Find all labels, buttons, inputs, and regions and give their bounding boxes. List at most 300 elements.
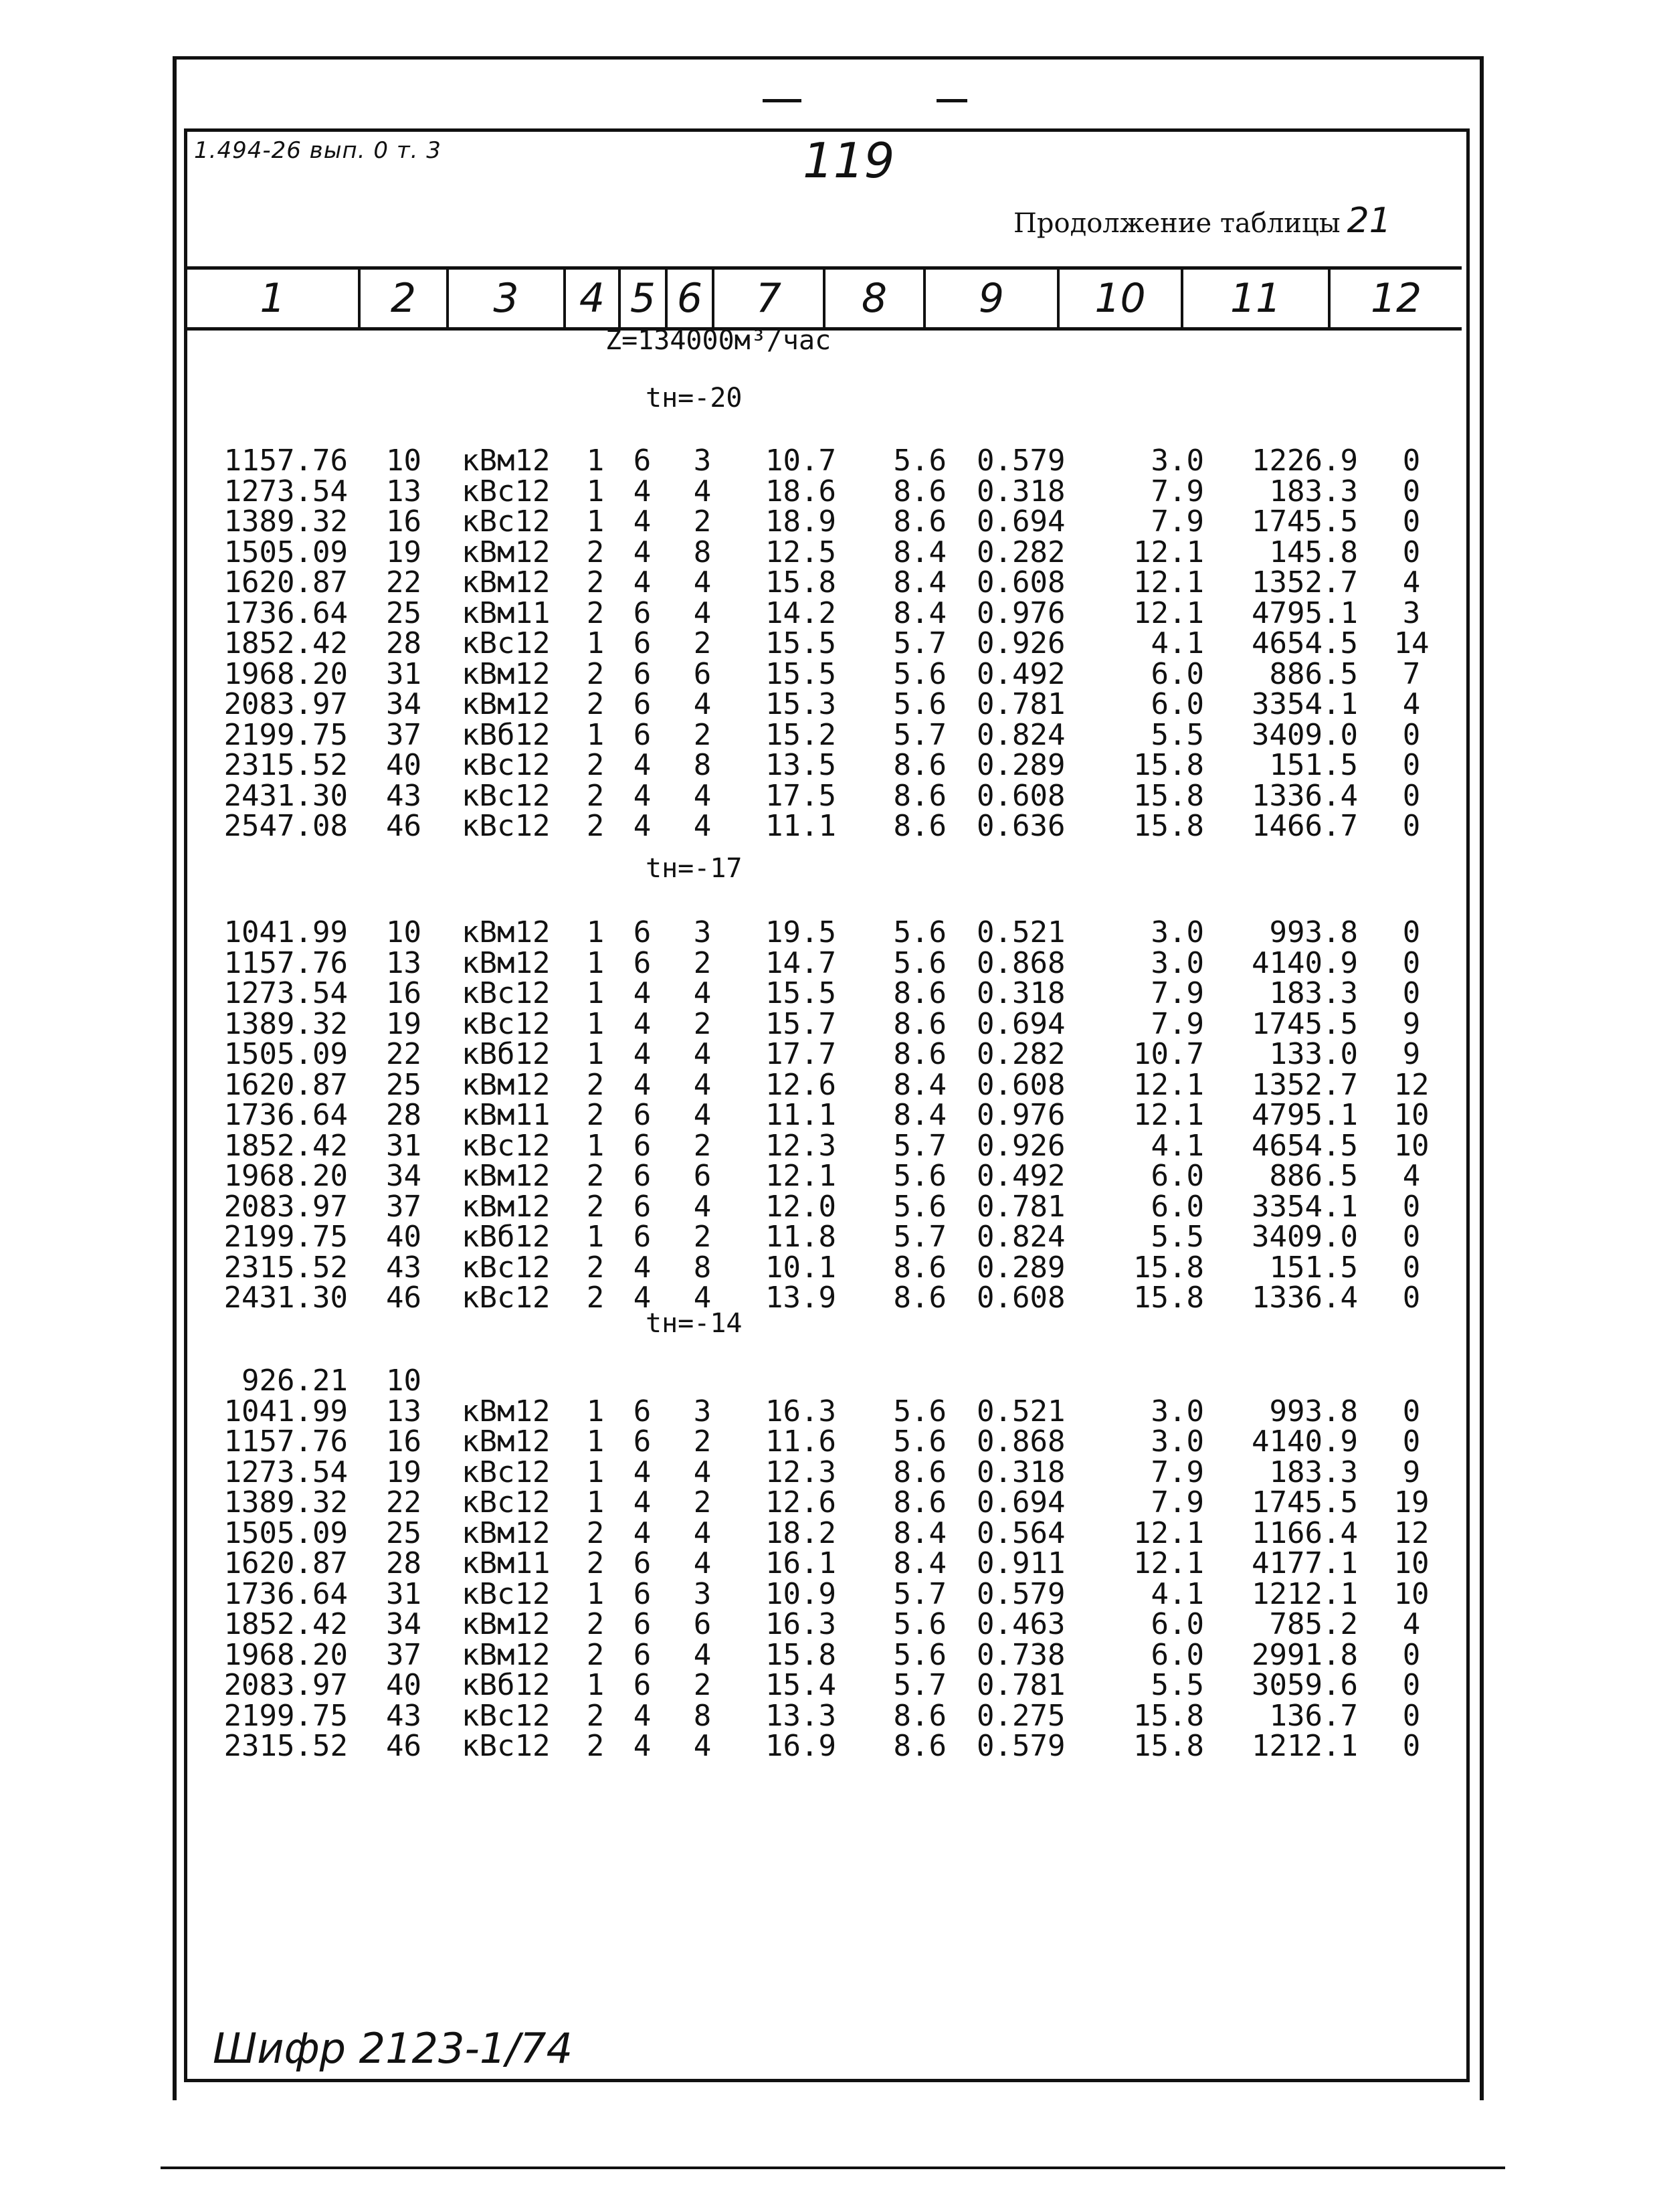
col-header-7: 7 (712, 270, 823, 327)
cell-col-9: 0.976 (977, 1098, 1066, 1132)
col-header-1: 1 (260, 275, 286, 322)
cell-col-4: 1 (586, 1394, 605, 1428)
cell-col-6: 4 (693, 1455, 712, 1489)
cell-col-2: 37 (386, 717, 421, 752)
cell-col-8: 5.6 (893, 945, 947, 980)
section-title: tн=-17 (646, 853, 743, 884)
cell-col-1: 1273.54 (223, 976, 348, 1010)
cell-col-11: 1226.9 (1252, 444, 1358, 478)
cell-col-3: кВм12 (462, 565, 551, 600)
cell-col-3: кВм12 (462, 1607, 551, 1641)
cell-col-7: 11.6 (765, 1424, 836, 1459)
table-row (0, 1578, 1659, 1610)
cell-col-11: 1745.5 (1252, 1485, 1358, 1519)
cell-col-3: кВс12 (462, 1128, 551, 1163)
cell-col-10: 15.8 (1133, 778, 1204, 813)
cell-col-6: 3 (693, 1394, 712, 1428)
cell-col-7: 12.5 (765, 535, 836, 569)
cell-col-5: 6 (633, 656, 652, 691)
cell-col-8: 5.6 (893, 656, 947, 691)
cell-col-9: 0.289 (977, 1250, 1066, 1285)
cell-col-8: 8.4 (893, 1546, 947, 1580)
cell-col-12: 12 (1393, 1515, 1430, 1550)
cell-col-1: 1852.42 (223, 1607, 348, 1641)
cell-col-7: 13.9 (765, 1281, 836, 1315)
table-continuation (1013, 201, 1391, 241)
cell-col-2: 28 (386, 626, 421, 660)
cell-col-11: 151.5 (1269, 1250, 1358, 1285)
cell-col-8: 8.6 (893, 1006, 947, 1041)
cell-col-11: 1212.1 (1252, 1576, 1358, 1611)
cell-col-12: 0 (1402, 504, 1421, 539)
cell-col-2: 46 (386, 1729, 421, 1763)
cell-col-4: 1 (586, 717, 605, 752)
cell-col-6: 2 (693, 1006, 712, 1041)
cell-col-6: 8 (693, 1698, 712, 1733)
cell-col-8: 8.6 (893, 976, 947, 1010)
cell-col-1: 1852.42 (223, 1128, 348, 1163)
cell-col-9: 0.492 (977, 656, 1066, 691)
cell-col-8: 5.7 (893, 1668, 947, 1702)
cell-col-10: 15.8 (1133, 809, 1204, 843)
cell-col-4: 2 (586, 1546, 605, 1580)
cell-col-12: 4 (1402, 565, 1421, 600)
cell-col-2: 34 (386, 1607, 421, 1641)
cell-col-2: 13 (386, 945, 421, 980)
cell-col-7: 17.5 (765, 778, 836, 813)
cell-col-3: кВм12 (462, 1424, 551, 1459)
cell-col-10: 7.9 (1151, 1006, 1204, 1041)
cell-col-7: 11.8 (765, 1220, 836, 1254)
cell-col-3: кВс12 (462, 1485, 551, 1519)
cell-col-1: 1968.20 (223, 1637, 348, 1672)
column-header-row (187, 266, 1462, 331)
cell-col-8: 8.6 (893, 1485, 947, 1519)
cell-col-8: 5.6 (893, 1637, 947, 1672)
cell-col-10: 6.0 (1151, 1637, 1204, 1672)
cell-col-7: 12.0 (765, 1189, 836, 1224)
cell-col-7: 12.6 (765, 1067, 836, 1102)
cell-col-6: 2 (693, 1424, 712, 1459)
cell-col-4: 2 (586, 1698, 605, 1733)
cell-col-12: 14 (1393, 626, 1430, 660)
cell-col-6: 4 (693, 1098, 712, 1132)
cell-col-12: 0 (1402, 1729, 1421, 1763)
cell-col-10: 15.8 (1133, 1281, 1204, 1315)
cell-col-10: 3.0 (1151, 1394, 1204, 1428)
col-header-5: 5 (618, 270, 665, 327)
cell-col-4: 2 (586, 1098, 605, 1132)
cell-col-7: 11.1 (765, 1098, 836, 1132)
cell-col-11: 183.3 (1269, 1455, 1358, 1489)
cell-col-3: кВм12 (462, 1394, 551, 1428)
table-row (0, 1426, 1659, 1457)
cell-col-7: 12.3 (765, 1128, 836, 1163)
cell-col-10: 12.1 (1133, 535, 1204, 569)
cell-col-8: 5.6 (893, 1189, 947, 1224)
cell-col-6: 6 (693, 1607, 712, 1641)
cell-col-8: 5.7 (893, 1128, 947, 1163)
cell-col-4: 1 (586, 1668, 605, 1702)
cell-col-7: 11.1 (765, 809, 836, 843)
cell-col-7: 14.7 (765, 945, 836, 980)
cell-col-9: 0.521 (977, 1394, 1066, 1428)
table-row (0, 445, 1659, 476)
cell-col-10: 15.8 (1133, 1698, 1204, 1733)
cell-col-11: 886.5 (1269, 1159, 1358, 1193)
table-row (0, 1639, 1659, 1671)
cell-col-3: кВс12 (462, 1729, 551, 1763)
continuation-label: Продолжение таблицы (1013, 208, 1341, 239)
cell-col-12: 19 (1393, 1485, 1430, 1519)
cell-col-7: 10.1 (765, 1250, 836, 1285)
table-row (0, 1548, 1659, 1579)
cell-col-1: 2199.75 (223, 717, 348, 752)
cell-col-1: 2547.08 (223, 809, 348, 843)
cell-col-12: 0 (1402, 809, 1421, 843)
cell-col-9: 0.608 (977, 1067, 1066, 1102)
cell-col-8: 5.6 (893, 687, 947, 721)
cell-col-3: кВб12 (462, 717, 551, 752)
cell-col-9: 0.463 (977, 1607, 1066, 1641)
table-row (0, 1700, 1659, 1732)
cell-col-4: 2 (586, 1250, 605, 1285)
cell-col-1: 2431.30 (223, 778, 348, 813)
table-row (0, 567, 1659, 598)
cell-col-9: 0.781 (977, 687, 1066, 721)
cell-col-12: 10 (1393, 1546, 1430, 1580)
cell-col-11: 993.8 (1269, 915, 1358, 949)
cell-col-7: 15.2 (765, 717, 836, 752)
cell-col-2: 28 (386, 1098, 421, 1132)
col-header-9: 9 (923, 270, 1057, 327)
cell-col-5: 4 (633, 474, 652, 509)
cell-col-2: 19 (386, 1455, 421, 1489)
table-row (0, 658, 1659, 690)
cell-col-6: 8 (693, 748, 712, 782)
cell-col-3: кВс12 (462, 976, 551, 1010)
cell-col-9: 0.738 (977, 1637, 1066, 1672)
cell-col-12: 10 (1393, 1576, 1430, 1611)
cell-col-4: 2 (586, 1607, 605, 1641)
cell-col-9: 0.868 (977, 1424, 1066, 1459)
cell-col-11: 2991.8 (1252, 1637, 1358, 1672)
cell-col-5: 4 (633, 1006, 652, 1041)
cell-col-12: 0 (1402, 1189, 1421, 1224)
cell-col-8: 5.6 (893, 915, 947, 949)
cell-col-11: 1745.5 (1252, 1006, 1358, 1041)
cell-col-5: 6 (633, 945, 652, 980)
cell-col-4: 1 (586, 1485, 605, 1519)
cell-col-3: кВс12 (462, 1250, 551, 1285)
cell-col-7: 16.3 (765, 1394, 836, 1428)
cell-col-12: 12 (1393, 1067, 1430, 1102)
cell-col-2: 25 (386, 595, 421, 630)
top-dash-left (763, 99, 801, 102)
cell-col-1: 1157.76 (223, 444, 348, 478)
cell-col-3: кВс12 (462, 626, 551, 660)
cell-col-9: 0.694 (977, 1006, 1066, 1041)
cell-col-9: 0.781 (977, 1189, 1066, 1224)
cell-col-4: 1 (586, 626, 605, 660)
cell-col-10: 6.0 (1151, 1159, 1204, 1193)
col-header-11: 11 (1181, 270, 1328, 327)
cell-col-11: 183.3 (1269, 474, 1358, 509)
table-row (0, 506, 1659, 537)
cell-col-8: 5.7 (893, 626, 947, 660)
cell-col-12: 10 (1393, 1128, 1430, 1163)
cell-col-7: 19.5 (765, 915, 836, 949)
cell-col-2: 28 (386, 1546, 421, 1580)
cell-col-10: 7.9 (1151, 1485, 1204, 1519)
cell-col-10: 12.1 (1133, 1067, 1204, 1102)
cell-col-10: 12.1 (1133, 595, 1204, 630)
cell-col-2: 10 (386, 1364, 421, 1398)
cell-col-1: 2315.52 (223, 1250, 348, 1285)
cell-col-10: 7.9 (1151, 474, 1204, 509)
cell-col-3: кВс12 (462, 1698, 551, 1733)
cell-col-5: 6 (633, 1424, 652, 1459)
cell-col-12: 0 (1402, 444, 1421, 478)
cell-col-11: 4177.1 (1252, 1546, 1358, 1580)
cell-col-11: 1336.4 (1252, 1281, 1358, 1315)
cell-col-9: 0.275 (977, 1698, 1066, 1733)
cell-col-9: 0.781 (977, 1668, 1066, 1702)
cell-col-7: 15.8 (765, 565, 836, 600)
cell-col-10: 6.0 (1151, 656, 1204, 691)
cell-col-8: 8.6 (893, 1250, 947, 1285)
table-row (0, 1008, 1659, 1040)
cell-col-4: 2 (586, 595, 605, 630)
cell-col-10: 12.1 (1133, 1515, 1204, 1550)
cell-col-9: 0.911 (977, 1546, 1066, 1580)
table-row (0, 1608, 1659, 1640)
cell-col-2: 43 (386, 1250, 421, 1285)
cell-col-9: 0.579 (977, 1729, 1066, 1763)
cell-col-8: 5.6 (893, 1394, 947, 1428)
cell-col-11: 133.0 (1269, 1037, 1358, 1071)
cell-col-12: 0 (1402, 1698, 1421, 1733)
cell-col-1: 1968.20 (223, 1159, 348, 1193)
table-row (0, 688, 1659, 720)
cell-col-7: 15.4 (765, 1668, 836, 1702)
cell-col-11: 183.3 (1269, 976, 1358, 1010)
cell-col-7: 15.5 (765, 976, 836, 1010)
cell-col-6: 2 (693, 626, 712, 660)
table-row (0, 1365, 1659, 1396)
cell-col-11: 4140.9 (1252, 1424, 1358, 1459)
table-row (0, 1517, 1659, 1549)
cell-col-10: 10.7 (1133, 1037, 1204, 1071)
cell-col-4: 1 (586, 1455, 605, 1489)
cell-col-2: 10 (386, 444, 421, 478)
cell-col-8: 8.6 (893, 474, 947, 509)
cell-col-5: 6 (633, 1189, 652, 1224)
cell-col-7: 13.5 (765, 748, 836, 782)
cell-col-6: 2 (693, 717, 712, 752)
cell-col-5: 4 (633, 748, 652, 782)
cell-col-10: 4.1 (1151, 1576, 1204, 1611)
cell-col-6: 4 (693, 1515, 712, 1550)
document-code: 1.494-26 вып. 0 т. 3 (194, 137, 442, 164)
table-row (0, 597, 1659, 629)
cell-col-3: кВб12 (462, 1220, 551, 1254)
cell-col-9: 0.926 (977, 626, 1066, 660)
cell-col-11: 1352.7 (1252, 1067, 1358, 1102)
cell-col-5: 6 (633, 1394, 652, 1428)
cell-col-5: 6 (633, 915, 652, 949)
cell-col-11: 4654.5 (1252, 1128, 1358, 1163)
cell-col-5: 6 (633, 1668, 652, 1702)
cell-col-2: 13 (386, 474, 421, 509)
cell-col-8: 8.6 (893, 748, 947, 782)
cell-col-3: кВм12 (462, 535, 551, 569)
cell-col-2: 43 (386, 1698, 421, 1733)
top-dash-right (937, 99, 967, 102)
cell-col-5: 4 (633, 1698, 652, 1733)
cell-col-9: 0.636 (977, 809, 1066, 843)
cell-col-10: 12.1 (1133, 565, 1204, 600)
table-row (0, 1160, 1659, 1192)
col-header-3: 3 (446, 270, 563, 327)
cell-col-5: 6 (633, 626, 652, 660)
cell-col-11: 4795.1 (1252, 1098, 1358, 1132)
cell-col-12: 0 (1402, 717, 1421, 752)
cell-col-8: 8.6 (893, 1698, 947, 1733)
table-row (0, 749, 1659, 781)
cell-col-6: 4 (693, 565, 712, 600)
cell-col-12: 9 (1402, 1455, 1421, 1489)
cell-col-9: 0.318 (977, 976, 1066, 1010)
cell-col-5: 6 (633, 444, 652, 478)
section-title: tн=-20 (646, 383, 743, 413)
cell-col-12: 0 (1402, 1220, 1421, 1254)
cell-col-2: 34 (386, 687, 421, 721)
cell-col-3: кВс12 (462, 474, 551, 509)
cell-col-8: 8.6 (893, 1455, 947, 1489)
cell-col-10: 3.0 (1151, 945, 1204, 980)
cell-col-3: кВм12 (462, 444, 551, 478)
cell-col-11: 3354.1 (1252, 687, 1358, 721)
table-row (0, 810, 1659, 842)
col-header-2: 2 (358, 270, 446, 327)
cell-col-11: 3409.0 (1252, 1220, 1358, 1254)
col-header-8: 8 (823, 270, 923, 327)
cell-col-10: 3.0 (1151, 444, 1204, 478)
cell-col-12: 0 (1402, 1668, 1421, 1702)
cell-col-11: 1212.1 (1252, 1729, 1358, 1763)
cell-col-7: 18.2 (765, 1515, 836, 1550)
cell-col-2: 16 (386, 976, 421, 1010)
cell-col-5: 4 (633, 778, 652, 813)
cell-col-9: 0.492 (977, 1159, 1066, 1193)
cell-col-10: 3.0 (1151, 1424, 1204, 1459)
cell-col-6: 8 (693, 1250, 712, 1285)
table-row (0, 978, 1659, 1009)
table-row (0, 1191, 1659, 1222)
cell-col-2: 37 (386, 1189, 421, 1224)
section-title: tн=-14 (646, 1308, 743, 1339)
cell-col-6: 4 (693, 778, 712, 813)
cell-col-9: 0.282 (977, 535, 1066, 569)
cell-col-12: 0 (1402, 1281, 1421, 1315)
cell-col-7: 16.1 (765, 1546, 836, 1580)
cell-col-6: 4 (693, 1637, 712, 1672)
cell-col-9: 0.521 (977, 915, 1066, 949)
cell-col-1: 1736.64 (223, 1098, 348, 1132)
cell-col-3: кВм12 (462, 1637, 551, 1672)
cell-col-11: 4654.5 (1252, 626, 1358, 660)
cell-col-6: 4 (693, 1281, 712, 1315)
cell-col-5: 6 (633, 1220, 652, 1254)
cell-col-11: 1352.7 (1252, 565, 1358, 600)
cell-col-6: 4 (693, 474, 712, 509)
cell-col-8: 8.6 (893, 1729, 947, 1763)
cell-col-6: 3 (693, 444, 712, 478)
cell-col-11: 1745.5 (1252, 504, 1358, 539)
cell-col-7: 15.7 (765, 1006, 836, 1041)
table-row (0, 1252, 1659, 1283)
cell-col-10: 6.0 (1151, 687, 1204, 721)
cell-col-5: 4 (633, 1485, 652, 1519)
cell-col-12: 0 (1402, 474, 1421, 509)
cell-col-3: кВм12 (462, 656, 551, 691)
cell-col-8: 8.4 (893, 1067, 947, 1102)
cell-col-5: 4 (633, 535, 652, 569)
cell-col-12: 0 (1402, 1424, 1421, 1459)
cell-col-3: кВс12 (462, 1455, 551, 1489)
cell-col-8: 8.6 (893, 504, 947, 539)
cell-col-2: 22 (386, 565, 421, 600)
cell-col-10: 7.9 (1151, 976, 1204, 1010)
cell-col-4: 2 (586, 565, 605, 600)
table-row (0, 917, 1659, 948)
flow-rate-label: Z=134000м³/час (605, 325, 832, 356)
cell-col-9: 0.868 (977, 945, 1066, 980)
cell-col-10: 4.1 (1151, 1128, 1204, 1163)
cell-col-8: 5.6 (893, 444, 947, 478)
cipher-label: Шифр 2123-1/74 (213, 2024, 573, 2073)
cell-col-6: 2 (693, 1668, 712, 1702)
cell-col-4: 1 (586, 504, 605, 539)
cell-col-11: 3354.1 (1252, 1189, 1358, 1224)
cell-col-6: 6 (693, 656, 712, 691)
cell-col-1: 1273.54 (223, 474, 348, 509)
cell-col-6: 2 (693, 1220, 712, 1254)
cell-col-1: 2315.52 (223, 1729, 348, 1763)
cell-col-7: 13.3 (765, 1698, 836, 1733)
cell-col-9: 0.608 (977, 1281, 1066, 1315)
cell-col-2: 19 (386, 535, 421, 569)
cell-col-12: 4 (1402, 687, 1421, 721)
cell-col-2: 34 (386, 1159, 421, 1193)
cell-col-12: 4 (1402, 1159, 1421, 1193)
table-row (0, 1730, 1659, 1762)
cell-col-10: 15.8 (1133, 1250, 1204, 1285)
cell-col-12: 4 (1402, 1607, 1421, 1641)
cell-col-5: 6 (633, 1607, 652, 1641)
cell-col-7: 16.9 (765, 1729, 836, 1763)
cell-col-2: 46 (386, 1281, 421, 1315)
cell-col-8: 8.6 (893, 1037, 947, 1071)
cell-col-1: 2431.30 (223, 1281, 348, 1315)
cell-col-1: 1736.64 (223, 595, 348, 630)
cell-col-3: кВс12 (462, 1006, 551, 1041)
table-row (0, 1130, 1659, 1162)
cell-col-10: 7.9 (1151, 504, 1204, 539)
cell-col-11: 785.2 (1269, 1607, 1358, 1641)
cell-col-11: 4140.9 (1252, 945, 1358, 980)
